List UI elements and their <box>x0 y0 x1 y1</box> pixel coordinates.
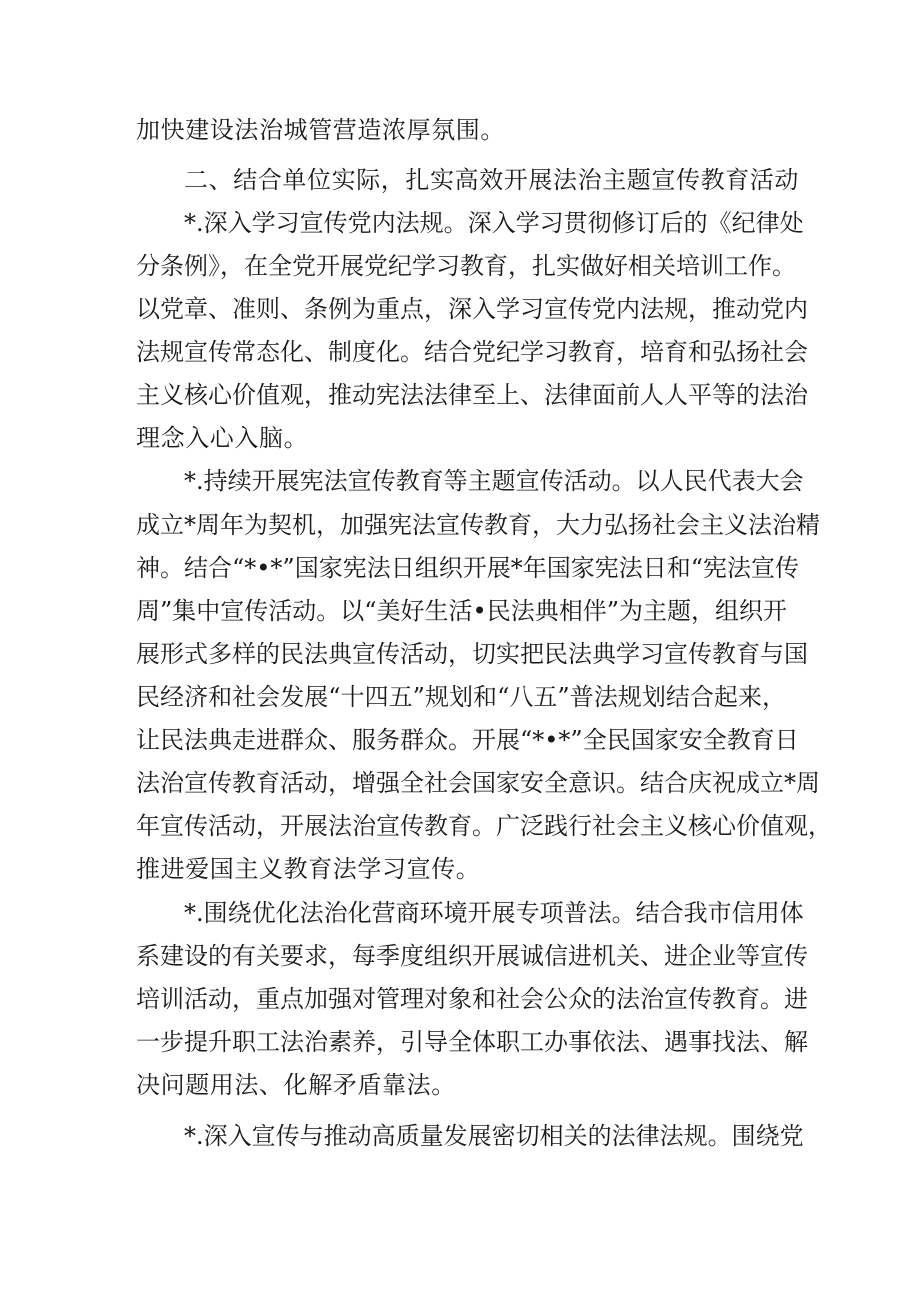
text-line: 法治宣传教育活动，增强全社会国家安全意识。结合庆祝成立*周 <box>136 769 820 797</box>
text-line: 以党章、准则、条例为重点，深入学习宣传党内法规，推动党内 <box>136 295 808 323</box>
text-line: 决问题用法、化解矛盾靠法。 <box>136 1071 456 1099</box>
text-line: 培训活动，重点加强对管理对象和社会公众的法治宣传教育。进 <box>136 985 808 1013</box>
text-line: 法规宣传常态化、制度化。结合党纪学习教育，培育和弘扬社会 <box>136 338 808 366</box>
text-line: 一步提升职工法治素养，引导全体职工办事依法、遇事找法、解 <box>136 1028 808 1056</box>
text-line: 神。结合“*•*”国家宪法日组织开展*年国家宪法日和“宪法宣传 <box>136 554 799 582</box>
text-line: 民经济和社会发展“十四五”规划和“八五”普法规划结合起来， <box>136 683 786 711</box>
section-heading: 二、结合单位实际，扎实高效开展法治主题宣传教育活动 <box>184 166 799 194</box>
text-line: 成立*周年为契机，加强宪法宣传教育，大力弘扬社会主义法治精 <box>136 511 820 539</box>
text-line: 主义核心价值观，推动宪法法律至上、法律面前人人平等的法治 <box>136 381 808 409</box>
text-line: *.围绕优化法治化营商环境开展专项普法。结合我市信用体 <box>184 899 804 927</box>
text-line: 理念入心入脑。 <box>136 424 309 452</box>
text-line: 系建设的有关要求，每季度组织开展诚信进机关、进企业等宣传 <box>136 942 808 970</box>
text-line: 年宣传活动，开展法治宣传教育。广泛践行社会主义核心价值观， <box>136 812 832 840</box>
text-line: 周”集中宣传活动。以“美好生活•民法典相伴”为主题，组织开 <box>136 597 787 625</box>
text-line: *.深入宣传与推动高质量发展密切相关的法律法规。围绕党 <box>184 1122 804 1150</box>
text-line: *.持续开展宪法宣传教育等主题宣传活动。以人民代表大会 <box>184 467 804 495</box>
text-line: 推进爱国主义教育法学习宣传。 <box>136 855 481 883</box>
text-line: 让民法典走进群众、服务群众。开展“*•*”全民国家安全教育日 <box>136 726 799 754</box>
text-line: *.深入学习宣传党内法规。深入学习贯彻修订后的《纪律处 <box>184 209 804 237</box>
text-line: 分条例》，在全党开展党纪学习教育，扎实做好相关培训工作。 <box>136 252 796 280</box>
text-line: 加快建设法治城管营造浓厚氛围。 <box>136 116 505 144</box>
text-line: 展形式多样的民法典宣传活动，切实把民法典学习宣传教育与国 <box>136 640 808 668</box>
